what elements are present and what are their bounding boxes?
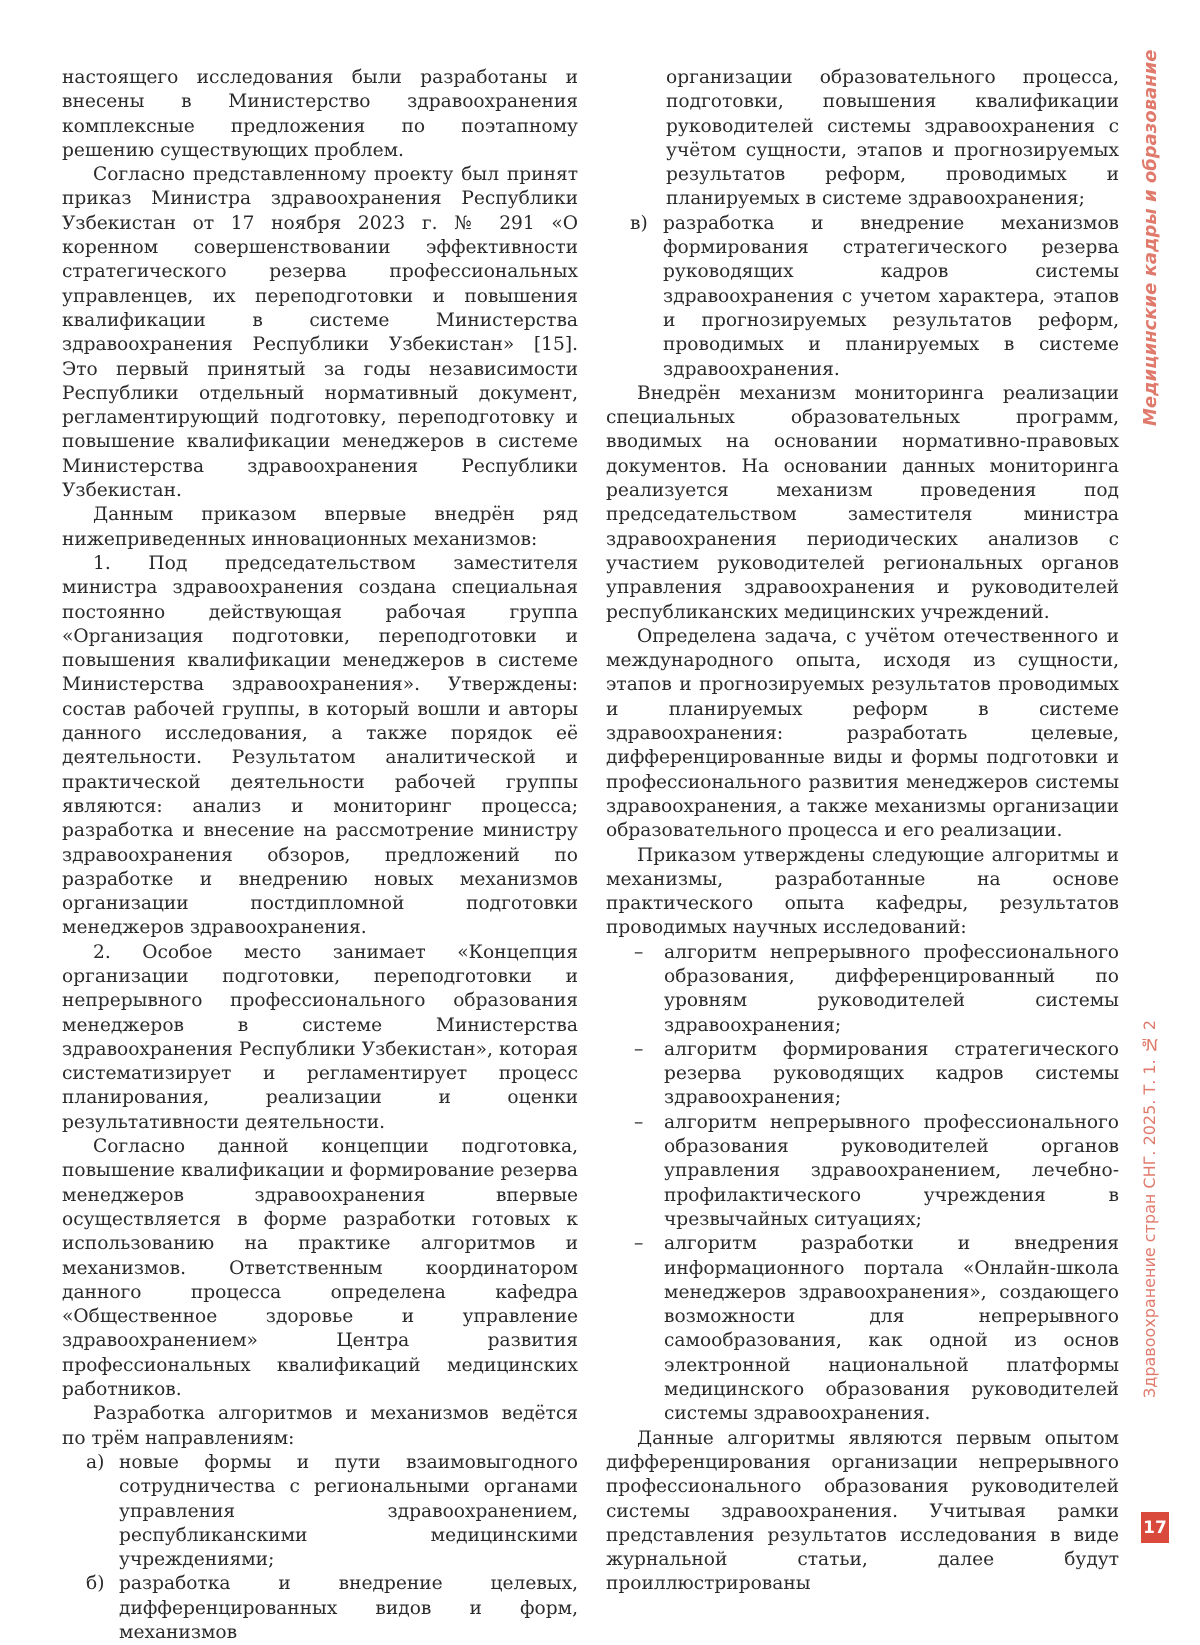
paragraph: настоящего исследования были разработаны и внесены в Министерство здравоохранения комплексные предложения по поэтапному решению существующих проблем. <box>62 67 578 161</box>
page-number: 17 <box>1141 1512 1169 1543</box>
list-marker: – <box>634 1038 644 1060</box>
paragraph: Внедрён механизм мониторинга реализации специальных образовательных программ, вводимых на основании нормативно-правовых документов. На основании данных мониторинга реализуется механизм проведения под председательством заместителя министра здравоохранения периодических анализов с участием руководителей региональных органов управления здравоохранения и руководителей республиканских медицинских учреждений. <box>606 382 1119 623</box>
list-item-text: алгоритм непрерывного профессионального образования руководителей органов управления здравоохранением, лечебно-профилактического учреждения в чрезвычайных ситуациях; <box>664 1111 1119 1230</box>
list-marker: б) <box>86 1573 105 1595</box>
section-title: Медицинские кадры и образование <box>1140 49 1161 426</box>
list-marker: – <box>634 941 644 963</box>
paragraph: Определена задача, с учётом отечественного и международного опыта, исходя из сущности, этапов и прогнозируемых результатов проводимых и планируемых реформ в системе здравоохранения: разработать целевые, дифференцированные виды и формы подготовки и профессионального развития менеджеров системы здравоохранения, а также механизмы организации образовательного процесса и его реализации. <box>606 625 1119 842</box>
list-item <box>62 1572 578 1645</box>
list-item-text: алгоритм непрерывного профессионального образования, дифференцированный по уровням руководителей системы здравоохранения; <box>664 941 1119 1036</box>
list-item-text: алгоритм формирования стратегического резерва руководящих кадров системы здравоохранения; <box>664 1038 1119 1109</box>
list-item-text: разработка и внедрение механизмов формирования стратегического резерва руководящих кадров системы здравоохранения с учетом характера, этапов и прогнозируемых результатов реформ, проводимых и планируемых в системе здравоохранения. <box>663 212 1119 380</box>
list-item <box>606 1232 1119 1426</box>
list-item-text: новые формы и пути взаимовыгодного сотрудничества с региональными органами управления здравоохранением, республиканскими медицинскими учреждениями; <box>119 1451 578 1571</box>
paragraph: Согласно данной концепции подготовка, повышение квалификации и формирование резерва менеджеров здравоохранения впервые осуществляется в форме разработки готовых к использованию на практике алгоритмов и механизмов. Ответственным координатором данного процесса определена кафедра «Общественное здоровье и управление здравоохранением» Центра развития профессиональных квалификаций медицинских работников. <box>62 1136 578 1401</box>
list-item-continuation: организации образовательного процесса, подготовки, повышения квалификации руководителей системы здравоохранения с учётом сущности, этапов и прогнозируемых результатов реформ, проводимых и планируемых в системе здравоохранения; <box>666 67 1119 210</box>
left-column <box>62 66 578 1645</box>
list-item <box>606 212 1119 382</box>
list-item-text: алгоритм разработки и внедрения информационного портала «Онлайн-школа менеджеров здравоохранения», создающего возможности для непрерывного самообразования, как одной из основ электронной национальной платформы медицинского образования руководителей системы здравоохранения. <box>664 1233 1119 1425</box>
paragraph: Данные алгоритмы являются первым опытом дифференцирования организации непрерывного профессионального образования руководителей системы здравоохранения. Учитывая рамки представления результатов исследования в виде журнальной статьи, далее будут проиллюстрированы <box>606 1427 1119 1595</box>
list-item <box>606 1111 1119 1232</box>
list-item-text: разработка и внедрение целевых, дифференцированных видов и форм, механизмов <box>119 1573 578 1643</box>
right-column <box>606 66 1119 1597</box>
list-item <box>62 1451 578 1572</box>
list-marker: – <box>634 1233 644 1255</box>
paragraph: Разработка алгоритмов и механизмов ведётся по трём направлениям: <box>62 1403 578 1449</box>
journal-reference: Здравоохранение стран СНГ. 2025. Т. 1. № 2 <box>1140 1019 1159 1398</box>
list-marker: в) <box>630 212 648 234</box>
numbered-paragraph: 1. Под председательством заместителя министра здравоохранения создана специальная постоянно действующая рабочая группа «Организация подготовки, переподготовки и повышения квалификации менеджеров в системе Министерства здравоохранения». Утверждены: состав рабочей группы, в который вошли и авторы данного исследования, а также порядок её деятельности. Результатом аналитической и практической деятельности рабочей группы являются: анализ и мониторинг процесса; разработка и внесение на рассмотрение министру здравоохранения обзоров, предложений по разработке и внедрению новых механизмов организации постдипломной подготовки менеджеров здравоохранения. <box>62 552 578 939</box>
list-marker: а) <box>86 1451 105 1473</box>
paragraph: Согласно представленному проекту был принят приказ Министра здравоохранения Республики Узбекистан от 17 ноября 2023 г. № 291 «О коренном совершенствовании эффективности стратегического резерва профессиональных управленцев, их переподготовки и повышения квалификации в системе Министерства здравоохранения Республики Узбекистан» [15]. Это первый принятый за годы независимости Республики отдельный нормативный документ, регламентирующий подготовку, переподготовку и повышение квалификации менеджеров в системе Министерства здравоохранения Республики Узбекистан. <box>62 164 578 502</box>
list-marker: – <box>634 1111 644 1133</box>
list-item <box>606 1038 1119 1111</box>
paragraph: Приказом утверждены следующие алгоритмы и механизмы, разработанные на основе практического опыта кафедры, результатов проводимых научных исследований: <box>606 844 1119 939</box>
paragraph: Данным приказом впервые внедрён ряд нижеприведенных инновационных механизмов: <box>62 504 578 550</box>
list-item <box>606 941 1119 1038</box>
numbered-paragraph: 2. Особое место занимает «Концепция организации подготовки, переподготовки и непрерывного профессионального образования менеджеров в системе Министерства здравоохранения Республики Узбекистан», которая систематизирует и регламентирует процесс планирования, реализации и оценки результативности деятельности. <box>62 941 578 1133</box>
